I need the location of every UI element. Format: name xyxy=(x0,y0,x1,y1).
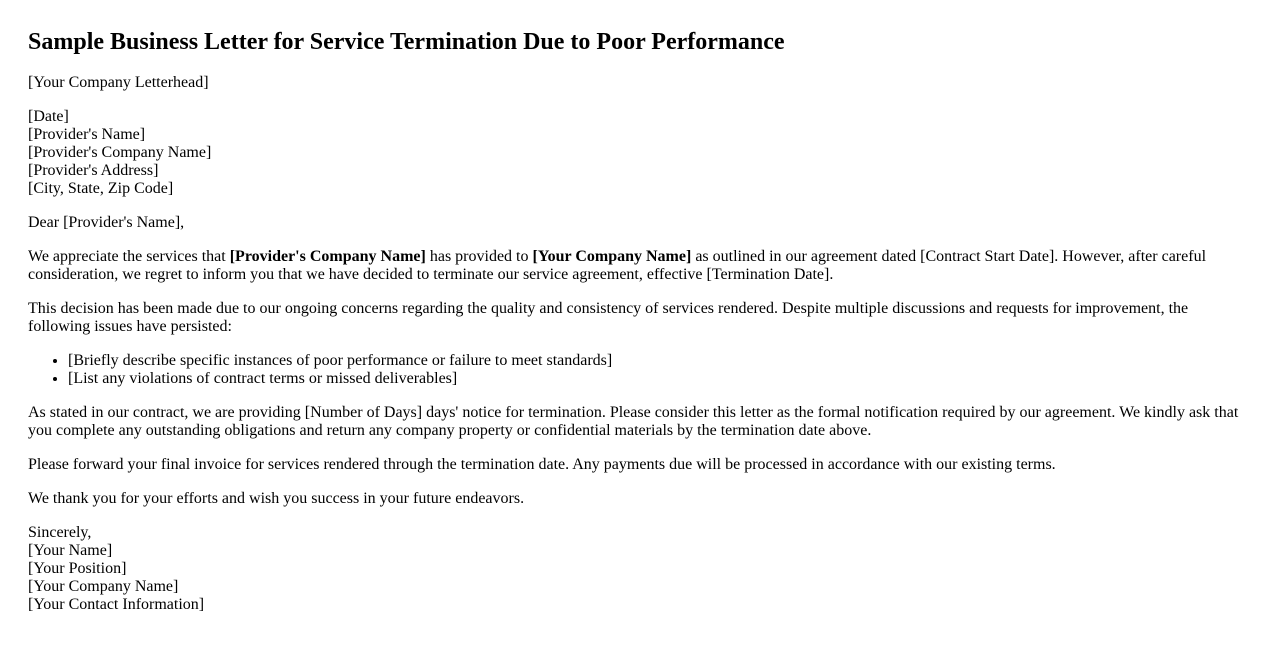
paragraph-intro xyxy=(28,248,1250,284)
salutation: Dear [Provider's Name], xyxy=(28,214,185,231)
paragraph-thanks: We thank you for your efforts and wish you success in your future endeavors. xyxy=(28,490,525,507)
letterhead: [Your Company Letterhead] xyxy=(28,74,209,91)
closing-block xyxy=(28,524,1250,614)
paragraph-invoice: Please forward your final invoice for services rendered through the termination date. Any payments due will be processed in accordance with our existing terms. xyxy=(28,456,1056,473)
provider-name-line: [Provider's Name] xyxy=(28,126,146,143)
paragraph-notice: As stated in our contract, we are providing [Number of Days] days' notice for termination. Please consider this letter as the formal notification required by our agreement. We kindly ask that you complete any outstanding obligations and return any company property or confidential materials by the termination date above. xyxy=(28,404,1239,439)
your-company-bold: [Your Company Name] xyxy=(532,248,692,265)
date-line: [Date] xyxy=(28,108,69,125)
paragraph-intro-text-2: has provided to xyxy=(425,248,533,265)
list-item: • [Briefly describe specific instances of poor performance or failure to meet standards] xyxy=(68,352,1250,370)
page-title: Sample Business Letter for Service Termination Due to Poor Performance xyxy=(28,29,785,55)
list-item: • [List any violations of contract terms or missed deliverables] xyxy=(68,370,1250,388)
signer-position: [Your Position] xyxy=(28,560,127,577)
signer-company: [Your Company Name] xyxy=(28,578,179,595)
paragraph-reason: This decision has been made due to our ongoing concerns regarding the quality and consistency of services rendered. Despite multiple discussions and requests for improvement, the following issues have persisted: xyxy=(28,300,1189,335)
signer-name: [Your Name] xyxy=(28,542,113,559)
provider-address-line: [Provider's Address] xyxy=(28,162,159,179)
issues-list xyxy=(28,352,1250,388)
recipient-block xyxy=(28,108,1250,198)
provider-company-bold: [Provider's Company Name] xyxy=(229,248,426,265)
sign-off: Sincerely, xyxy=(28,524,92,541)
city-state-zip-line: [City, State, Zip Code] xyxy=(28,180,174,197)
paragraph-intro-text-1: We appreciate the services that xyxy=(28,248,230,265)
signer-contact: [Your Contact Information] xyxy=(28,596,205,613)
provider-company-line: [Provider's Company Name] xyxy=(28,144,212,161)
paragraph-intro-text-3: as outlined in our agreement dated [Contract Start Date]. However, after careful consideration, we regret to inform you that we have decided to terminate our service agreement, effective [Termination Date]. xyxy=(28,248,1207,283)
